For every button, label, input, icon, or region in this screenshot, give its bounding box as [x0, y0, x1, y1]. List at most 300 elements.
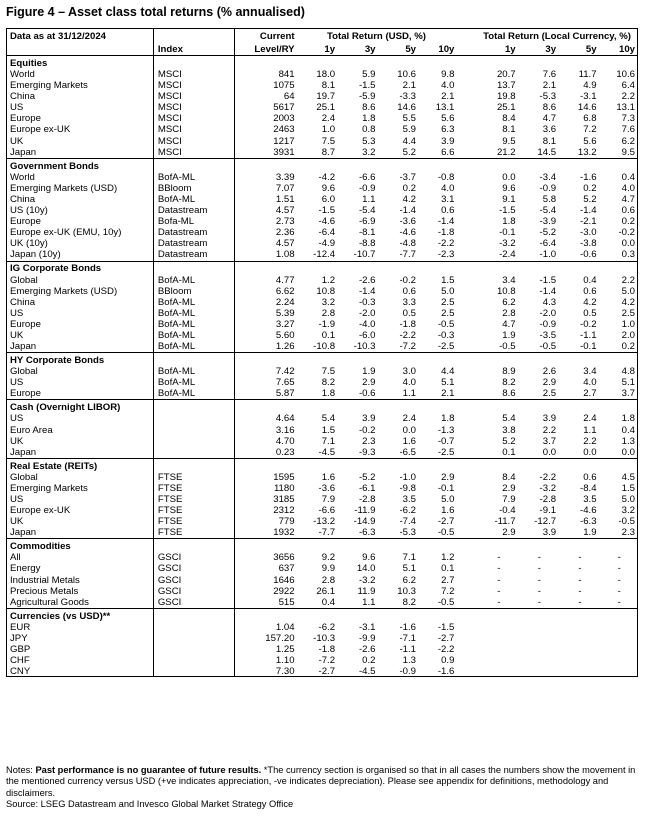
table-row	[6, 366, 638, 377]
usd-return-cell: 7.5	[321, 366, 336, 378]
usd-return-cell: -9.3	[358, 446, 376, 458]
table-row	[6, 622, 638, 633]
usd-return-cell: -4.0	[358, 318, 376, 330]
row-index	[153, 413, 234, 424]
local-return-cell: 0.0	[621, 446, 635, 458]
section-empty-cell	[559, 608, 599, 622]
row-level: 2.36	[234, 227, 297, 238]
gap-cell	[457, 275, 478, 286]
usd-return-cell: 2.7	[441, 574, 455, 586]
row-index: Datastream	[153, 238, 234, 249]
row-level: 2003	[234, 113, 297, 124]
row-index	[153, 633, 234, 644]
table-row	[6, 216, 638, 227]
gap-cell	[457, 124, 478, 135]
local-return-cell: 3.4	[583, 366, 597, 378]
usd-return-cell: 0.1	[441, 563, 455, 575]
section-title: IG Corporate Bonds	[6, 261, 153, 275]
section-empty-cell	[600, 353, 638, 367]
section-empty-cell	[519, 158, 559, 172]
local-return-cell: 2.9	[502, 482, 516, 494]
usd-return-cell: 4.0	[441, 80, 455, 92]
row-index: Datastream	[153, 205, 234, 216]
usd-return-cell: -0.6	[358, 388, 376, 400]
row-index: FTSE	[153, 505, 234, 516]
row-index: Datastream	[153, 227, 234, 238]
local-return-cell: -	[497, 563, 501, 575]
row-index: GSCI	[153, 552, 234, 563]
gap-cell	[457, 194, 478, 205]
row-level: 637	[234, 563, 297, 574]
section-level-cell	[234, 56, 297, 70]
section-empty-cell	[298, 539, 338, 553]
local-return-cell	[559, 644, 599, 655]
row-level: 2312	[234, 505, 297, 516]
gap-cell	[457, 483, 478, 494]
local-return-cell: 2.2	[542, 424, 557, 436]
row-level: 2.24	[234, 297, 297, 308]
usd-return-cell: -4.5	[318, 446, 336, 458]
usd-return-cell: -1.0	[399, 471, 416, 483]
usd-return-cell: -4.6	[318, 216, 336, 228]
row-level: 1180	[234, 483, 297, 494]
local-return-cell: 3.7	[542, 435, 557, 447]
header-row-1	[6, 28, 638, 42]
local-return-cell: 8.6	[502, 388, 516, 400]
local-return-cell: 1.8	[621, 413, 635, 425]
usd-return-cell: -2.2	[437, 238, 455, 250]
row-name: Japan (10y)	[10, 249, 61, 261]
local-period-3y: 3y	[545, 43, 557, 55]
table-row	[6, 563, 638, 574]
usd-return-cell: 2.1	[441, 388, 455, 400]
section-empty-cell	[419, 539, 457, 553]
local-return-cell: -0.4	[499, 505, 516, 517]
row-level: 7.07	[234, 183, 297, 194]
gap-cell	[457, 319, 478, 330]
local-return-cell: 14.5	[537, 146, 557, 158]
table-row	[6, 297, 638, 308]
usd-return-cell: -1.4	[358, 285, 376, 297]
section-index-cell	[153, 56, 234, 70]
row-name: Europe	[10, 113, 41, 125]
table-row	[6, 586, 638, 597]
row-index: MSCI	[153, 80, 234, 91]
usd-return-cell: -13.2	[313, 516, 336, 528]
gap-cell	[457, 527, 478, 539]
gap-cell	[457, 516, 478, 527]
row-index: BofA-ML	[153, 366, 234, 377]
local-return-cell: -	[578, 552, 582, 564]
local-return-cell: 2.7	[583, 388, 597, 400]
usd-return-cell: 1.8	[441, 413, 455, 425]
section-header	[6, 458, 638, 472]
local-return-cell: 5.2	[583, 193, 597, 205]
row-name: US	[10, 377, 24, 389]
gap-cell	[457, 575, 478, 586]
local-return-cell: -3.1	[580, 91, 597, 103]
usd-return-cell: 9.6	[362, 552, 376, 564]
usd-return-cell: 5.4	[321, 413, 336, 425]
usd-return-cell: 10.8	[316, 285, 336, 297]
local-return-cell: 2.1	[542, 80, 557, 92]
section-level-cell	[234, 158, 297, 172]
row-name: Europe	[10, 318, 41, 330]
local-return-cell: 5.6	[583, 135, 597, 147]
usd-return-cell: -0.2	[399, 274, 416, 286]
row-level: 5.39	[234, 308, 297, 319]
local-return-cell: -6.4	[539, 238, 557, 250]
section-empty-cell	[600, 539, 638, 553]
usd-return-cell: 2.5	[441, 307, 455, 319]
usd-return-cell: -0.1	[437, 482, 455, 494]
row-level: 1595	[234, 472, 297, 483]
local-return-cell	[519, 644, 559, 655]
local-return-cell: 1.1	[583, 424, 597, 436]
section-empty-cell	[559, 261, 599, 275]
usd-return-cell: 14.6	[397, 102, 416, 114]
section-empty-cell	[478, 400, 518, 414]
gap-cell	[457, 586, 478, 597]
usd-return-cell: 0.4	[321, 596, 336, 608]
usd-return-cell: -5.4	[358, 205, 376, 217]
local-return-cell: 14.6	[577, 102, 597, 114]
usd-return-cell: 19.7	[316, 91, 336, 103]
section-empty-cell	[559, 56, 599, 70]
usd-return-cell: -1.5	[358, 80, 376, 92]
usd-return-cell: 8.6	[362, 102, 376, 114]
section-empty-cell	[600, 158, 638, 172]
table-row	[6, 447, 638, 459]
table-row	[6, 655, 638, 666]
local-return-cell: -	[497, 585, 501, 597]
usd-return-cell: 0.2	[402, 182, 416, 194]
row-name: Europe	[10, 388, 41, 400]
row-index: FTSE	[153, 472, 234, 483]
usd-return-cell: 1.6	[321, 471, 336, 483]
section-empty-cell	[559, 458, 599, 472]
local-return-cell	[519, 622, 559, 633]
local-return-cell: -0.5	[618, 516, 635, 528]
usd-return-cell: 0.6	[402, 285, 416, 297]
section-empty-cell	[519, 353, 559, 367]
local-return-cell: 10.6	[616, 69, 635, 80]
section-empty-cell	[379, 400, 419, 414]
usd-return-cell: -0.3	[358, 296, 376, 308]
row-index: MSCI	[153, 147, 234, 159]
local-return-cell: 2.2	[583, 435, 597, 447]
table-row	[6, 238, 638, 249]
table-row	[6, 113, 638, 124]
row-index: MSCI	[153, 91, 234, 102]
row-level: 4.64	[234, 413, 297, 424]
local-return-cell: -0.9	[539, 182, 557, 194]
local-return-cell: -0.5	[499, 341, 516, 353]
gap-cell	[457, 655, 478, 666]
local-return-cell: 4.0	[583, 377, 597, 389]
local-return-cell: -	[578, 596, 582, 608]
table-row	[6, 275, 638, 286]
local-return-cell: 1.9	[583, 527, 597, 539]
usd-return-cell: 1.5	[321, 424, 336, 436]
section-index-cell	[153, 261, 234, 275]
section-level-cell	[234, 458, 297, 472]
usd-return-cell: -0.5	[437, 596, 455, 608]
usd-return-cell: 3.9	[362, 413, 376, 425]
local-return-cell	[600, 644, 638, 655]
local-return-cell: -9.1	[539, 505, 557, 517]
row-level: 7.30	[234, 666, 297, 677]
gap-cell	[457, 377, 478, 388]
table-row	[6, 425, 638, 436]
usd-return-cell: 1.9	[362, 366, 376, 378]
gap-cell	[457, 147, 478, 159]
row-name: Japan	[10, 341, 37, 353]
gap-cell	[457, 308, 478, 319]
usd-return-cell: 4.0	[402, 377, 416, 389]
section-empty-cell	[478, 608, 518, 622]
local-return-cell: 4.7	[502, 318, 516, 330]
usd-return-cell: -6.6	[318, 505, 336, 517]
gap-cell	[457, 597, 478, 609]
local-return-cell: -3.0	[580, 227, 597, 239]
usd-return-cell: -2.0	[358, 307, 376, 319]
section-empty-cell	[379, 458, 419, 472]
row-level: 6.62	[234, 286, 297, 297]
section-empty-cell	[559, 400, 599, 414]
row-name: Precious Metals	[10, 585, 79, 597]
usd-return-cell: -0.5	[437, 527, 455, 539]
section-empty-cell	[478, 56, 518, 70]
usd-return-cell: -6.6	[358, 171, 376, 183]
local-return-cell: 2.2	[621, 91, 635, 103]
local-return-cell: -1.1	[580, 329, 597, 341]
usd-return-cell: -1.5	[318, 205, 336, 217]
gap-cell	[457, 183, 478, 194]
level-label: Level/RY	[234, 42, 297, 56]
local-return-cell: -2.1	[580, 216, 597, 228]
usd-return-cell: -7.7	[318, 527, 336, 539]
usd-return-cell: -6.0	[358, 329, 376, 341]
gap-cell	[457, 113, 478, 124]
row-level: 1.51	[234, 194, 297, 205]
usd-return-cell: 1.2	[321, 274, 336, 286]
local-return-cell: -	[617, 574, 621, 586]
row-index: BofA-ML	[153, 377, 234, 388]
gap-cell	[457, 633, 478, 644]
row-level: 841	[234, 69, 297, 80]
usd-return-cell: 9.6	[321, 182, 336, 194]
section-empty-cell	[419, 261, 457, 275]
row-level: 5.60	[234, 330, 297, 341]
row-level: 4.77	[234, 275, 297, 286]
row-name: US	[10, 494, 24, 505]
local-return-cell: -1.5	[539, 274, 557, 286]
row-level: 2.73	[234, 216, 297, 227]
row-index: FTSE	[153, 527, 234, 539]
local-return-cell	[559, 655, 599, 666]
local-return-cell: -	[537, 574, 541, 586]
section-level-cell	[234, 608, 297, 622]
usd-return-cell: 18.0	[316, 69, 336, 80]
local-return-cell: 0.0	[621, 238, 635, 250]
local-return-cell: 0.2	[621, 216, 635, 228]
local-return-cell: 5.1	[621, 377, 635, 389]
local-return-cell: -0.5	[539, 341, 557, 353]
local-return-cell: 2.3	[621, 527, 635, 539]
section-empty-cell	[457, 261, 478, 275]
local-return-cell: 0.4	[621, 424, 635, 436]
usd-return-cell: 2.5	[441, 296, 455, 308]
usd-return-cell: -4.6	[399, 227, 416, 239]
local-return-cell: 2.6	[542, 366, 557, 378]
row-index: MSCI	[153, 102, 234, 113]
local-return-cell: 0.1	[502, 446, 516, 458]
gap-cell	[457, 69, 478, 80]
local-return-cell: -3.2	[539, 482, 557, 494]
section-index-cell	[153, 539, 234, 553]
row-level: 4.70	[234, 436, 297, 447]
returns-table-body	[6, 28, 638, 677]
usd-return-cell: 6.6	[441, 146, 455, 158]
row-level: 4.57	[234, 238, 297, 249]
usd-return-cell: 4.0	[441, 182, 455, 194]
row-name: Emerging Markets	[10, 482, 88, 494]
row-name: UK	[10, 435, 24, 447]
section-empty-cell	[519, 261, 559, 275]
local-return-cell: -8.4	[580, 482, 597, 494]
local-return-cell: 1.9	[502, 329, 516, 341]
usd-return-cell: -1.4	[437, 216, 455, 228]
local-return-cell: 8.2	[502, 377, 516, 389]
gap-cell	[457, 388, 478, 400]
row-index: BofA-ML	[153, 275, 234, 286]
local-return-cell: -	[537, 596, 541, 608]
gap-cell	[457, 622, 478, 633]
row-level: 157.20	[234, 633, 297, 644]
usd-return-cell: 1.0	[321, 124, 336, 136]
row-name: US	[10, 413, 24, 425]
local-return-cell: 3.7	[621, 388, 635, 400]
section-empty-cell	[519, 608, 559, 622]
usd-return-cell: 5.9	[402, 124, 416, 136]
local-return-cell: 7.6	[621, 124, 635, 136]
local-return-cell: 4.3	[542, 296, 557, 308]
section-header	[6, 56, 638, 70]
row-name: Emerging Markets (USD)	[10, 285, 118, 297]
local-return-cell: 2.4	[583, 413, 597, 425]
usd-return-cell: 5.5	[402, 113, 416, 125]
usd-return-cell: -1.8	[318, 644, 336, 656]
local-return-cell: 25.1	[496, 102, 516, 114]
section-empty-cell	[478, 158, 518, 172]
local-return-cell	[559, 666, 599, 677]
section-empty-cell	[457, 158, 478, 172]
local-return-cell: 0.0	[583, 446, 597, 458]
local-return-cell: 0.2	[621, 341, 635, 353]
local-return-cell: -	[497, 574, 501, 586]
local-return-cell: 0.3	[621, 249, 635, 261]
section-empty-cell	[379, 158, 419, 172]
gap-cell	[457, 563, 478, 574]
local-return-cell: 4.0	[621, 182, 635, 194]
row-level: 3185	[234, 494, 297, 505]
row-level: 1932	[234, 527, 297, 539]
usd-return-cell: 2.8	[321, 307, 336, 319]
section-title: Government Bonds	[6, 158, 153, 172]
row-index: FTSE	[153, 516, 234, 527]
section-empty-cell	[600, 400, 638, 414]
local-return-cell: -5.3	[539, 91, 557, 103]
local-return-cell	[600, 655, 638, 666]
usd-return-cell: 4.4	[441, 366, 455, 378]
local-return-cell: 6.8	[583, 113, 597, 125]
usd-return-cell: -5.3	[399, 527, 416, 539]
section-index-cell	[153, 353, 234, 367]
usd-return-cell: -14.9	[353, 516, 376, 528]
usd-return-cell: -7.7	[399, 249, 416, 261]
gap-cell	[457, 413, 478, 424]
local-return-cell: 21.2	[496, 146, 516, 158]
current-label: Current	[234, 28, 297, 42]
index-label: Index	[153, 42, 234, 56]
row-name: Japan	[10, 446, 37, 458]
section-empty-cell	[298, 353, 338, 367]
local-return-cell: 5.0	[621, 494, 635, 505]
local-return-cell: 2.0	[621, 329, 635, 341]
usd-return-cell: 3.2	[321, 296, 336, 308]
row-index: BBloom	[153, 286, 234, 297]
section-empty-cell	[338, 539, 378, 553]
row-name: Euro Area	[10, 424, 53, 436]
gap-cell	[457, 80, 478, 91]
local-return-cell: -2.4	[499, 249, 516, 261]
usd-return-cell: -2.6	[358, 274, 376, 286]
section-empty-cell	[298, 158, 338, 172]
usd-return-cell: 0.0	[402, 424, 416, 436]
row-index: BofA-ML	[153, 297, 234, 308]
row-level: 3.39	[234, 172, 297, 183]
table-row	[6, 91, 638, 102]
usd-return-cell: -6.1	[358, 482, 376, 494]
section-level-cell	[234, 353, 297, 367]
local-return-cell: 2.5	[542, 388, 557, 400]
section-empty-cell	[419, 458, 457, 472]
usd-return-cell: -3.3	[399, 91, 416, 103]
local-return-cell: -	[578, 574, 582, 586]
usd-return-cell: 2.9	[441, 471, 455, 483]
local-return-cell: 3.9	[542, 413, 557, 425]
section-empty-cell	[559, 539, 599, 553]
row-level: 1075	[234, 80, 297, 91]
row-level: 1.10	[234, 655, 297, 666]
local-return-cell: 20.7	[496, 69, 516, 80]
local-return-cell: 0.4	[583, 274, 597, 286]
row-name: Global	[10, 366, 38, 378]
usd-return-cell: -5.9	[358, 91, 376, 103]
table-row	[6, 172, 638, 183]
local-return-cell: 4.8	[621, 366, 635, 378]
usd-return-cell: -3.6	[318, 482, 336, 494]
local-return-cell: -	[617, 596, 621, 608]
usd-return-cell: 2.9	[362, 377, 376, 389]
local-return-cell: -	[497, 552, 501, 564]
section-empty-cell	[298, 458, 338, 472]
usd-return-cell: -3.7	[399, 171, 416, 183]
gap-cell	[457, 330, 478, 341]
gap-cell	[457, 341, 478, 353]
usd-return-cell: 11.9	[357, 585, 376, 597]
